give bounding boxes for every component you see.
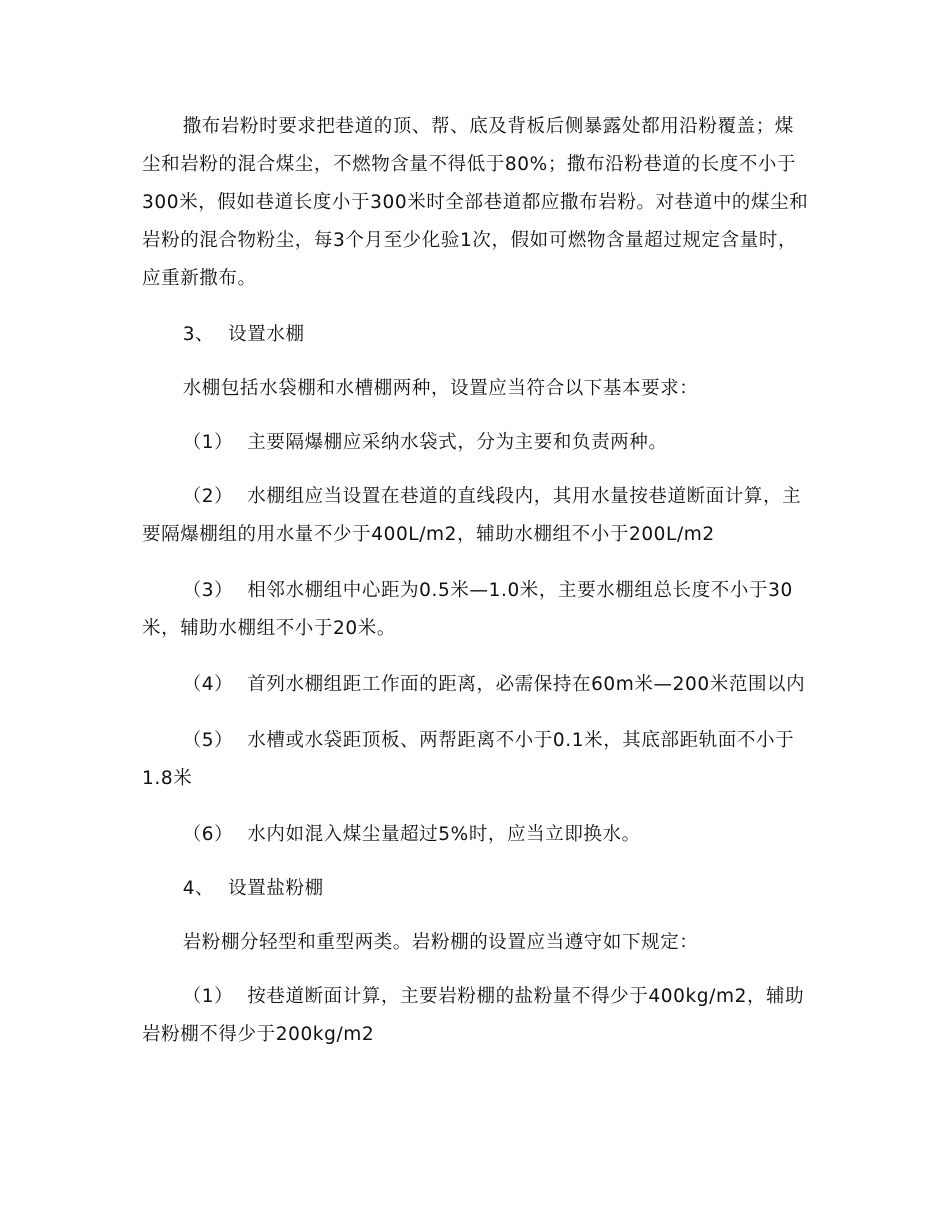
paragraph-text: 撒布岩粉时要求把巷道的顶、帮、底及背板后侧暴露处都用沿粉覆盖；煤尘和岩粉的混合煤尘，不燃物含量不得低于80%；撒布沿粉巷道的长度不小于300米，假如巷道长度小于300米时全部巷道都应撒布岩粉。对巷道中的煤尘和岩粉的混合物粉尘，每3个月至少化验1次，假如可燃物含量超过规定含量时，应重新撒布。 <box>142 116 809 289</box>
section-number: 4、 <box>182 878 215 899</box>
list-item-text: 水槽或水袋距顶板、两帮距离不小于0.1米，其底部距轨面不小于1.8米 <box>142 730 795 789</box>
list-item-number: （4） <box>182 674 234 695</box>
section-number: 3、 <box>182 324 215 345</box>
list-item-number: （1） <box>182 986 234 1007</box>
list-item-1 <box>142 424 810 462</box>
list-item-text: 水内如混入煤尘量超过5%时，应当立即换水。 <box>247 824 641 845</box>
list-item-5 <box>142 722 810 798</box>
paragraph-rock-dust-spreading <box>142 108 810 298</box>
list-item-number: （3） <box>182 580 234 601</box>
list-item-6 <box>142 816 810 854</box>
list-item-text: 按巷道断面计算，主要岩粉棚的盐粉量不得少于400kg/m2，辅助岩粉棚不得少于200kg/m2 <box>142 986 805 1045</box>
paragraph-water-shed-intro <box>142 370 810 408</box>
list-item-number: （2） <box>182 486 234 507</box>
paragraph-text: 岩粉棚分轻型和重型两类。岩粉棚的设置应当遵守如下规定： <box>182 932 699 953</box>
section-heading-salt-powder-shed <box>142 870 810 908</box>
list-item-number: （1） <box>182 432 234 453</box>
section-title: 设置盐粉棚 <box>228 878 324 899</box>
list-item-text: 相邻水棚组中心距为0.5米—1.0米，主要水棚组总长度不小于30米，辅助水棚组不小于20米。 <box>142 580 793 639</box>
section-title: 设置水棚 <box>228 324 305 345</box>
list-item-4 <box>142 666 810 704</box>
list-item-number: （5） <box>182 730 234 751</box>
list-item-number: （6） <box>182 824 234 845</box>
list-item-3 <box>142 572 810 648</box>
list-item-text: 首列水棚组距工作面的距离，必需保持在60m米—200米范围以内 <box>247 674 806 695</box>
list-item-2 <box>142 478 810 554</box>
list-item-text: 主要隔爆棚应采纳水袋式，分为主要和负责两种。 <box>247 432 668 453</box>
section-heading-water-shed <box>142 316 810 354</box>
paragraph-rock-powder-shed-intro <box>142 924 810 962</box>
paragraph-text: 水棚包括水袋棚和水槽棚两种，设置应当符合以下基本要求： <box>182 378 699 399</box>
list-item-text: 水棚组应当设置在巷道的直线段内，其用水量按巷道断面计算，主要隔爆棚组的用水量不少于400L/m2，辅助水棚组不小于200L/m2 <box>142 486 802 545</box>
document-body <box>142 108 810 1072</box>
list-item-rock-1 <box>142 978 810 1054</box>
